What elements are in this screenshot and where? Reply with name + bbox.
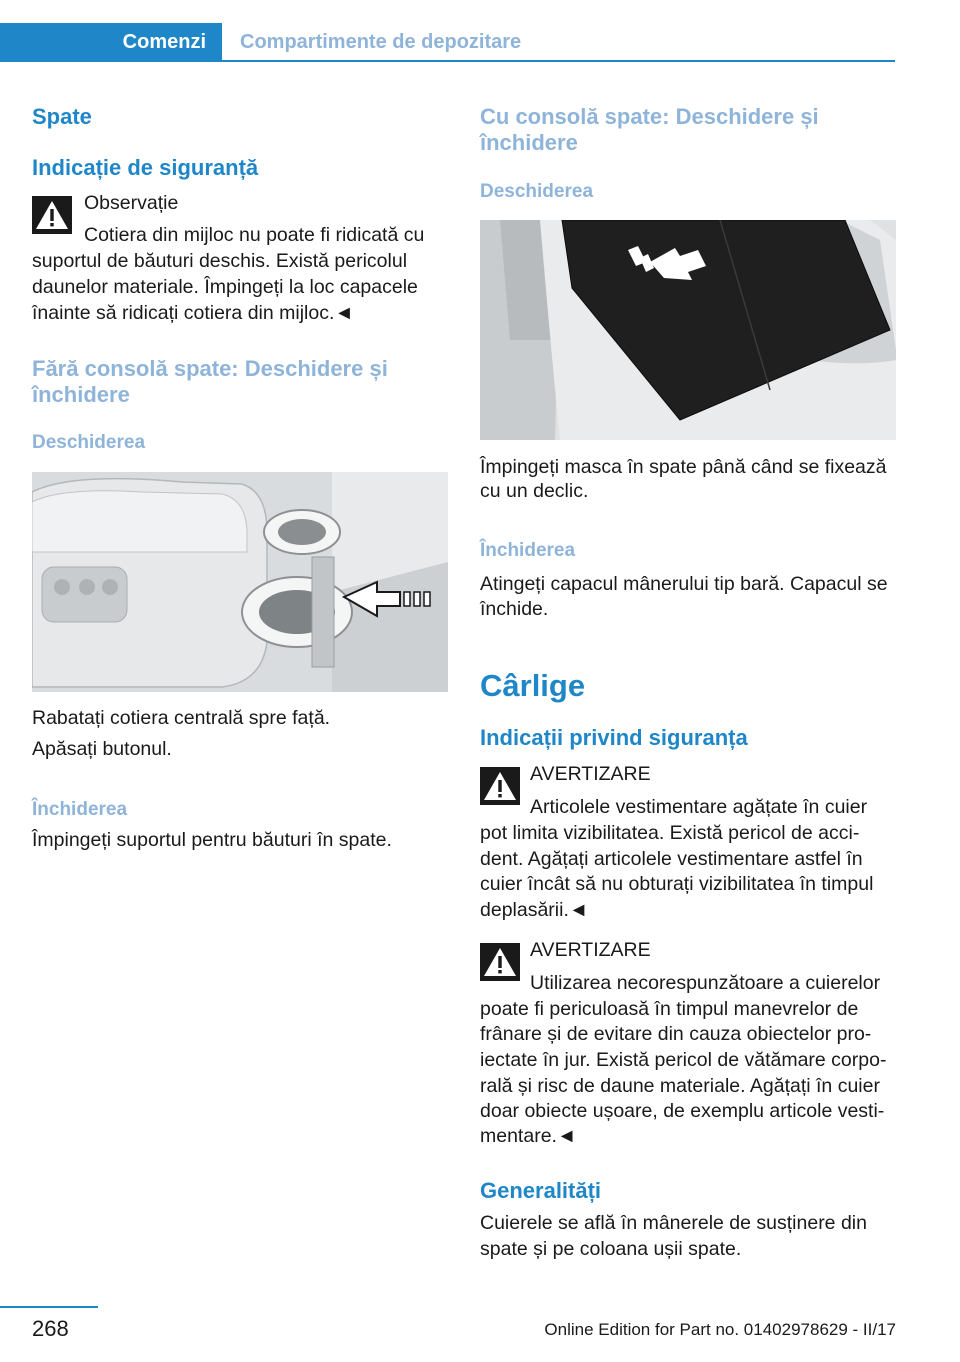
safety-title: Indicație de siguranță bbox=[32, 155, 259, 180]
warning-label: AVERTIZARE bbox=[530, 763, 651, 785]
general-text: Cuierele se află în mânerele de susținere din bbox=[480, 1212, 867, 1234]
warning-line: poate fi periculoasă în timpul manevrelor de bbox=[480, 998, 859, 1020]
footer-rule bbox=[0, 1306, 98, 1308]
tab-compartimente[interactable]: Compartimente de depozitare bbox=[240, 31, 522, 53]
warning-triangle-icon bbox=[32, 196, 72, 234]
open-text: Împingeți masca în spate până când se fixează bbox=[480, 456, 887, 478]
step-2: Apăsați butonul. bbox=[32, 738, 172, 760]
warning-line: mentare.◄ bbox=[480, 1125, 577, 1147]
safety-title: Indicații privind siguranța bbox=[480, 725, 748, 750]
note-label: Observație bbox=[84, 192, 179, 214]
console-title: Cu consolă spate: Deschidere și bbox=[480, 104, 819, 129]
armrest-cupholder-image bbox=[32, 472, 448, 692]
section-title-spate: Spate bbox=[32, 104, 92, 129]
note-line: daunelor materiale. Împingeți la loc capacele bbox=[32, 276, 418, 298]
warning-line: dent. Agățați articolele vestimentare astfel în bbox=[480, 848, 863, 870]
warning-line: iectate în jur. Există pericol de vătămare corpo‐ bbox=[480, 1049, 887, 1071]
header-rule bbox=[222, 60, 895, 62]
note-line: înainte să ridicați cotiera din mijloc.◄ bbox=[32, 302, 354, 324]
warning-line: deplasării.◄ bbox=[480, 899, 589, 921]
close-text-cont: închide. bbox=[480, 598, 549, 620]
general-text-cont: spate și pe coloana ușii spate. bbox=[480, 1238, 742, 1260]
note-line: suportul de băuturi deschis. Există pericolul bbox=[32, 250, 408, 272]
console-cover-image bbox=[480, 220, 896, 440]
closing-heading: Închiderea bbox=[32, 799, 128, 820]
warning-line: cuier încât să nu obturați vizibilitatea în timpul bbox=[480, 873, 874, 895]
general-title: Generalități bbox=[480, 1178, 602, 1203]
no-console-title: Fără consolă spate: Deschidere și bbox=[32, 356, 388, 381]
close-text: Atingeți capacul mânerului tip bară. Capacul se bbox=[480, 573, 888, 595]
hooks-title: Cârlige bbox=[480, 668, 586, 703]
warning-line: Utilizarea necorespunzătoare a cuierelor bbox=[530, 972, 881, 994]
step-1: Rabatați cotiera centrală spre față. bbox=[32, 707, 331, 729]
warning-label: AVERTIZARE bbox=[530, 939, 651, 961]
no-console-title-cont: închidere bbox=[32, 382, 130, 407]
open-text-cont: cu un declic. bbox=[480, 480, 589, 502]
page-number: 268 bbox=[32, 1316, 69, 1341]
warning-triangle-icon bbox=[480, 943, 520, 981]
opening-heading: Deschiderea bbox=[32, 432, 146, 453]
warning-triangle-icon bbox=[480, 767, 520, 805]
closing-text: Împingeți suportul pentru băuturi în spate. bbox=[32, 829, 392, 851]
note-line: Cotiera din mijloc nu poate fi ridicată cu bbox=[84, 224, 425, 246]
page-header bbox=[0, 0, 960, 62]
opening-heading: Deschiderea bbox=[480, 181, 594, 202]
warning-line: rală și risc de daune materiale. Agățați în cuier bbox=[480, 1075, 880, 1097]
warning-line: doar obiecte ușoare, de exemplu articole vesti‐ bbox=[480, 1100, 885, 1122]
warning-line: pot limita vizibilitatea. Există pericol de acci‐ bbox=[480, 822, 860, 844]
tab-comenzi[interactable]: Comenzi bbox=[0, 23, 222, 62]
edition-text: Online Edition for Part no. 01402978629 - II/17 bbox=[544, 1320, 896, 1339]
console-title-cont: închidere bbox=[480, 130, 578, 155]
warning-line: frânare și de evitare din cauza obiectelor pro‐ bbox=[480, 1023, 872, 1045]
closing-heading: Închiderea bbox=[480, 540, 576, 561]
warning-line: Articolele vestimentare agățate în cuier bbox=[530, 796, 868, 818]
